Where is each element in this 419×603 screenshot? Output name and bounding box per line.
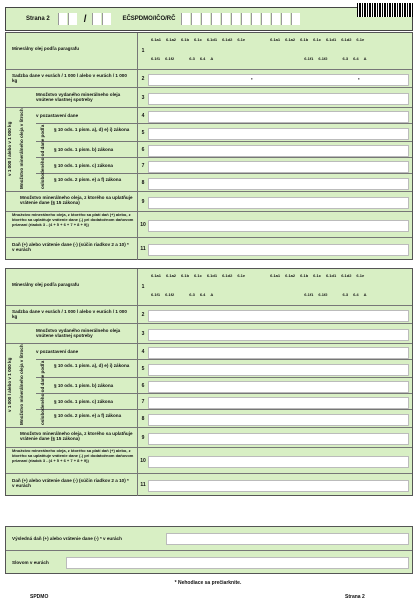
row-9 xyxy=(6,427,412,448)
row-6-num: 6 xyxy=(137,378,148,394)
row-10-num: 10 xyxy=(137,448,148,474)
row-3-num: 3 xyxy=(137,88,148,108)
row-3-label: Množstvo vydaného minerálneho oleja vnútene vlastnej spotreby xyxy=(36,92,121,103)
row-9-num: 9 xyxy=(137,192,148,212)
section-2 xyxy=(5,268,413,496)
row-2 xyxy=(6,69,412,88)
row-10 xyxy=(6,447,412,474)
row-10-field[interactable] xyxy=(148,220,409,232)
row-4-field[interactable] xyxy=(148,111,409,123)
row-8 xyxy=(36,173,412,192)
total-row xyxy=(6,527,412,550)
row-2-label: Sadzba dane v eurách / 1 000 l alebo v eurách / 1 000 kg xyxy=(12,73,127,84)
row-11 xyxy=(6,473,412,496)
row-3 xyxy=(6,323,412,344)
row-11-label: Daň (+) alebo vrátenie dane (-) (súčin riadkov 2 a 10) * v eurách xyxy=(12,242,129,253)
row-11-num: 11 xyxy=(137,238,148,260)
row-6-label: § 10 ods. 1 písm. b) zákona xyxy=(54,383,114,388)
footnote: * Nehodiace sa prečiarknite. xyxy=(174,580,242,586)
row-9-label: Množstvo minerálneho oleja, z ktorého sa uplatňuje vrátenie dane (§ 15 zákona) xyxy=(20,195,133,206)
row-1-num: 1 xyxy=(137,33,148,69)
row-11-field[interactable] xyxy=(148,244,409,256)
id-label: EČSPDMO/IČO/RČ xyxy=(122,16,176,22)
row-5 xyxy=(36,359,412,378)
page-count-field[interactable] xyxy=(92,13,112,25)
row-1 xyxy=(6,33,412,69)
page-header xyxy=(5,7,413,31)
row-3-num: 3 xyxy=(137,324,148,344)
row-9-num: 9 xyxy=(137,428,148,448)
row-8-field[interactable] xyxy=(148,414,409,426)
row-7-field[interactable] xyxy=(148,161,409,173)
vertical-label-outer: v 1 000 l alebo v 1 000 kg xyxy=(7,357,12,413)
row-2 xyxy=(6,305,412,324)
row-4-label: v pozastavení dane xyxy=(36,349,79,354)
row-9-field[interactable] xyxy=(148,197,409,209)
total-field[interactable] xyxy=(166,533,409,545)
row-7-num: 7 xyxy=(137,394,148,410)
row-6 xyxy=(36,377,412,394)
page-number-field[interactable] xyxy=(58,13,78,25)
row-6-label: § 10 ods. 1 písm. b) zákona xyxy=(54,147,114,152)
codes-row1: 6.1a1 6.1a2 6.1b 6.1c 6.1d1 6.1d2 6.1e 6.1a1 6.1a2 6.1b 6.1c 6.1d1 6.1d2 6.1e xyxy=(151,37,365,42)
row-8-label: § 10 ods. 2 písm. e) a f) zákona xyxy=(54,177,122,182)
row-7-label: § 10 ods. 1 písm. c) zákona xyxy=(54,163,113,168)
row-4-num: 4 xyxy=(137,108,148,124)
row-8-label: § 10 ods. 2 písm. e) a f) zákona xyxy=(54,413,122,418)
row-5 xyxy=(36,123,412,142)
vertical-label-middle: Množstvo minerálneho oleja v litroch xyxy=(19,344,24,426)
row-4-field[interactable] xyxy=(148,347,409,359)
vertical-label-middle: Množstvo minerálneho oleja v litroch xyxy=(19,108,24,190)
row-8 xyxy=(36,409,412,428)
row-6 xyxy=(36,141,412,158)
section-1 xyxy=(5,32,413,260)
words-row xyxy=(6,550,412,574)
row-5-field[interactable] xyxy=(148,364,409,376)
row-10-label: Množstvo minerálneho oleja, z ktorého sa platí daň (+) alebo, z ktorého sa uplatňuje vrátenie dane (-) pri dodatočnom daňovom priznaní (riadok 3 - (4 + 5 + 6 + 7 + 8 + 9)) xyxy=(12,212,134,227)
slash: / xyxy=(83,13,87,25)
row-6-field[interactable] xyxy=(148,145,409,157)
row-1-label: Minerálny olej podľa paragrafu xyxy=(12,282,80,287)
row-1 xyxy=(6,269,412,305)
row-9-field[interactable] xyxy=(148,433,409,445)
row-11 xyxy=(6,237,412,260)
row-9-label: Množstvo minerálneho oleja, z ktorého sa uplatňuje vrátenie dane (§ 15 zákona) xyxy=(20,431,133,442)
row-7-num: 7 xyxy=(137,158,148,174)
words-field[interactable] xyxy=(66,557,409,569)
row-8-num: 8 xyxy=(137,174,148,192)
row-2-num: 2 xyxy=(137,306,148,324)
totals-section xyxy=(5,526,413,574)
row-10-num: 10 xyxy=(137,212,148,238)
vertical-label-inner: oslobodeného od dane podľa xyxy=(40,360,45,426)
vertical-label-inner: oslobodeného od dane podľa xyxy=(40,124,45,190)
row-5-num: 5 xyxy=(137,360,148,378)
barcode xyxy=(357,3,413,17)
row-5-num: 5 xyxy=(137,124,148,142)
row-7 xyxy=(36,393,412,410)
comma: , xyxy=(251,75,253,81)
comma: , xyxy=(358,75,360,81)
form-code: SPDMO xyxy=(30,594,49,600)
row-10-field[interactable] xyxy=(148,456,409,468)
row-2-field[interactable] xyxy=(148,74,409,86)
codes-row2: 6.1f1 6.1f2 6.3 6.4 A 6.1f1 6.1f2 6.3 6.4 A xyxy=(151,56,367,61)
row-8-field[interactable] xyxy=(148,178,409,190)
row-5-label: § 10 ods. 1 písm. a), d) e) i) zákona xyxy=(54,363,130,368)
row-4 xyxy=(6,343,412,360)
row-1-label: Minerálny olej podľa paragrafu xyxy=(12,46,80,51)
codes-row1: 6.1a1 6.1a2 6.1b 6.1c 6.1d1 6.1d2 6.1e 6.1a1 6.1a2 6.1b 6.1c 6.1d1 6.1d2 6.1e xyxy=(151,273,365,278)
row-9 xyxy=(6,191,412,212)
page-number-footer: Strana 2 xyxy=(345,594,365,600)
row-7-field[interactable] xyxy=(148,397,409,409)
id-field[interactable] xyxy=(181,13,301,25)
page-label: Strana 2 xyxy=(26,16,50,22)
row-3-label: Množstvo vydaného minerálneho oleja vnútene vlastnej spotreby xyxy=(36,328,121,339)
row-11-num: 11 xyxy=(137,474,148,496)
row-11-label: Daň (+) alebo vrátenie dane (-) (súčin riadkov 2 a 10) * v eurách xyxy=(12,478,129,489)
codes-row2: 6.1f1 6.1f2 6.3 6.4 A 6.1f1 6.1f2 6.3 6.4 A xyxy=(151,292,367,297)
row-2-num: 2 xyxy=(137,70,148,88)
row-3 xyxy=(6,87,412,108)
row-4-num: 4 xyxy=(137,344,148,360)
row-8-num: 8 xyxy=(137,410,148,428)
row-7 xyxy=(36,157,412,174)
row-3-field[interactable] xyxy=(148,329,409,341)
row-10 xyxy=(6,211,412,238)
row-10-label: Množstvo minerálneho oleja, z ktorého sa platí daň (+) alebo, z ktorého sa uplatňuje vrátenie dane (-) pri dodatočnom daňovom priznaní (riadok 3 - (4 + 5 + 6 + 7 + 8 + 9)) xyxy=(12,448,134,463)
row-6-num: 6 xyxy=(137,142,148,158)
row-4-label: v pozastavení dane xyxy=(36,113,79,118)
row-4 xyxy=(6,107,412,124)
vertical-label-outer: v 1 000 l alebo v 1 000 kg xyxy=(7,121,12,177)
row-5-label: § 10 ods. 1 písm. a), d) e) i) zákona xyxy=(54,127,130,132)
row-11-field[interactable] xyxy=(148,480,409,492)
row-6-field[interactable] xyxy=(148,381,409,393)
total-label: Výsledná daň (+) alebo vrátenie dane (-) * v eurách xyxy=(12,536,122,541)
row-2-field[interactable] xyxy=(148,310,409,322)
row-3-field[interactable] xyxy=(148,93,409,105)
row-2-label: Sadzba dane v eurách / 1 000 l alebo v eurách / 1 000 kg xyxy=(12,309,127,320)
row-1-num: 1 xyxy=(137,269,148,305)
words-label: Slovom v eurách xyxy=(12,560,49,565)
row-7-label: § 10 ods. 1 písm. c) zákona xyxy=(54,399,113,404)
row-5-field[interactable] xyxy=(148,128,409,140)
